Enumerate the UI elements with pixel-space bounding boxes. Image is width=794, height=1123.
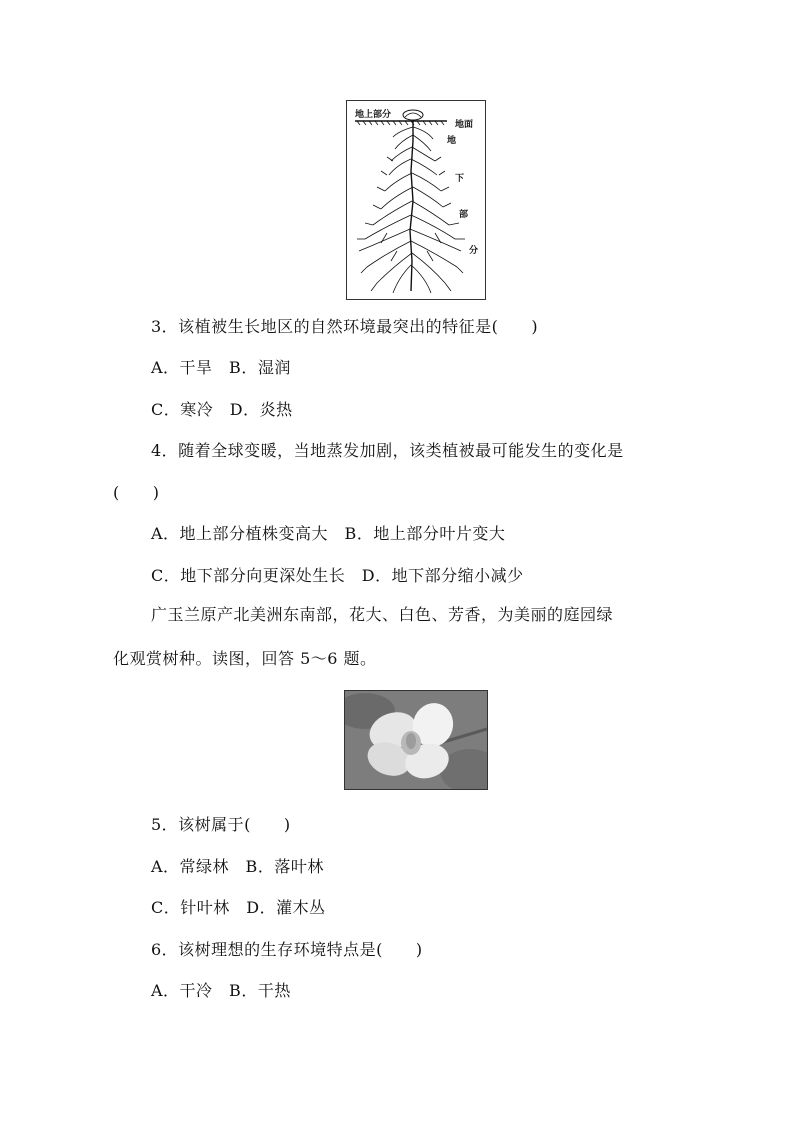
question-4-options-cd: C．地下部分向更深处生长 D．地下部分缩小减少 [151, 566, 524, 585]
label-ground: 地面 [455, 120, 474, 130]
question-3-options-ab: A．干旱 B．湿润 [151, 358, 291, 377]
question-3-stem: 3．该植被生长地区的自然环境最突出的特征是( ) [151, 317, 539, 336]
label-below-4: 分 [469, 246, 479, 256]
question-4-options-ab: A．地上部分植株变高大 B．地上部分叶片变大 [151, 524, 506, 543]
question-4-stem-continued: ( ) [113, 483, 160, 502]
magnolia-flower-photo [344, 690, 488, 790]
intro-passage-line-2: 化观赏树种。读图，回答 5～6 题。 [113, 649, 377, 668]
question-5-options-ab: A．常绿林 B．落叶林 [151, 857, 324, 876]
root-system-figure [346, 100, 486, 300]
question-3-options-cd: C．寒冷 D．炎热 [151, 400, 293, 419]
intro-passage-line-1: 广玉兰原产北美洲东南部，花大、白色、芳香，为美丽的庭园绿 [151, 605, 614, 624]
magnolia-flower-drawing [345, 691, 487, 789]
label-below-1: 地 [447, 136, 457, 146]
question-6-options-ab: A．干冷 B．干热 [151, 981, 291, 1000]
label-below-3: 部 [459, 210, 469, 220]
question-5-stem: 5．该树属于( ) [151, 815, 291, 834]
root-system-drawing [347, 101, 485, 299]
label-below-2: 下 [455, 174, 465, 184]
question-6-stem: 6．该树理想的生存环境特点是( ) [151, 940, 423, 959]
question-4-stem: 4．随着全球变暖，当地蒸发加剧，该类植被最可能发生的变化是 [151, 441, 624, 460]
label-above-ground: 地上部分 [355, 110, 392, 120]
question-5-options-cd: C．针叶林 D．灌木丛 [151, 898, 326, 917]
